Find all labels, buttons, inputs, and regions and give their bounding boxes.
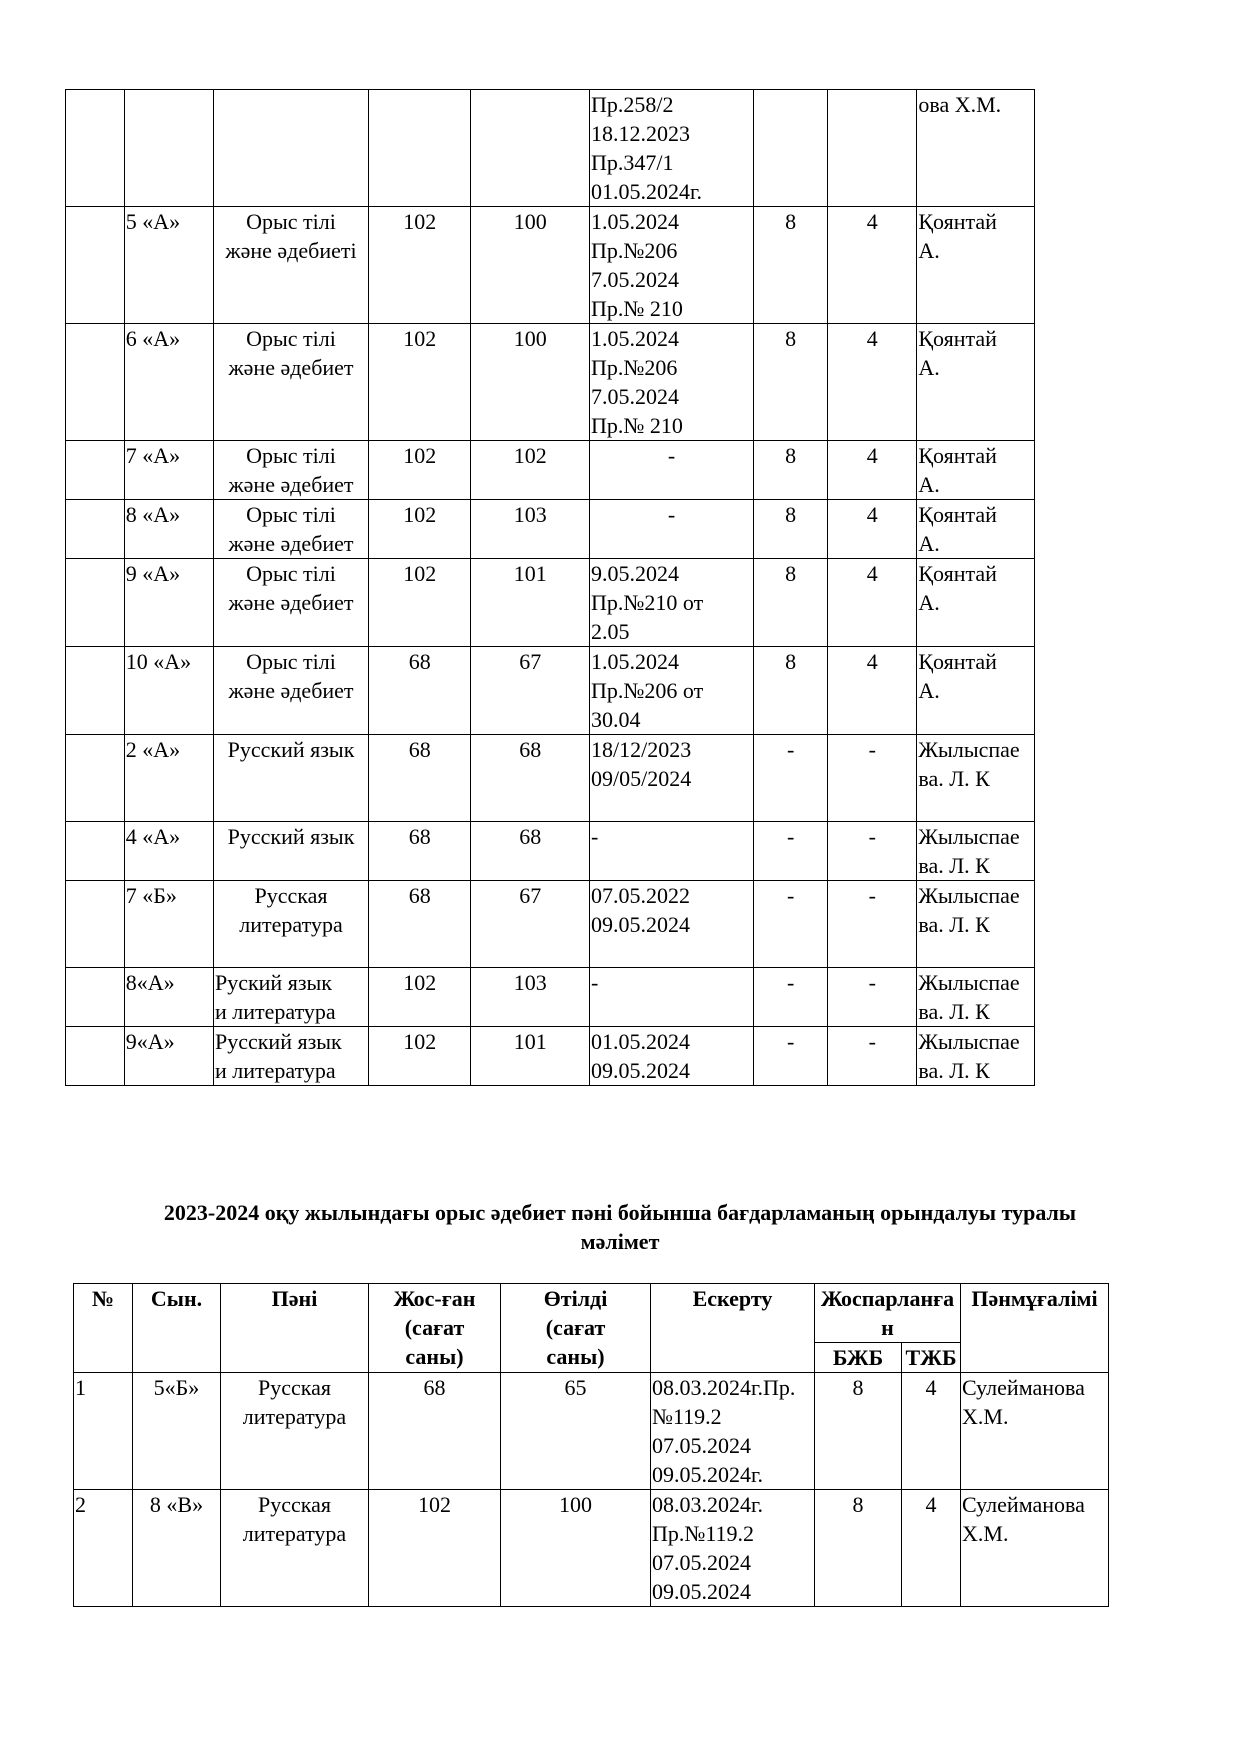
tjb-cell: 4 <box>902 1490 961 1607</box>
bjb-cell: 8 <box>754 441 828 500</box>
header-subject: Пәні <box>221 1284 369 1373</box>
table-row <box>66 1027 1035 1086</box>
teacher-cell: Жылыспае ва. Л. К <box>917 968 1035 1027</box>
bjb-cell: - <box>754 1027 828 1086</box>
bjb-cell: 8 <box>754 324 828 441</box>
tjb-cell: 4 <box>828 500 917 559</box>
row-number <box>66 559 125 647</box>
planned-hours-cell: 68 <box>369 647 471 735</box>
class-cell: 5 «А» <box>124 207 213 324</box>
table-row <box>66 324 1035 441</box>
header-note: Ескерту <box>651 1284 815 1373</box>
note-cell: - <box>589 968 753 1027</box>
table-row <box>66 441 1035 500</box>
bjb-cell: 8 <box>754 207 828 324</box>
section-title: 2023-2024 оқу жылындағы орыс әдебиет пәні бойынша бағдарламаның орындалуы туралы мәлімет <box>163 1200 1077 1254</box>
table-row <box>66 968 1035 1027</box>
bjb-cell: 8 <box>815 1373 902 1490</box>
row-number: 1 <box>74 1373 133 1490</box>
row-number <box>66 881 125 968</box>
row-number <box>66 647 125 735</box>
row-number <box>66 90 125 207</box>
row-number: 2 <box>74 1490 133 1607</box>
done-hours-cell: 102 <box>471 441 590 500</box>
table-row <box>66 207 1035 324</box>
bjb-cell: 8 <box>754 500 828 559</box>
planned-hours-cell: 102 <box>369 500 471 559</box>
planned-hours-cell: 102 <box>369 441 471 500</box>
bjb-cell: 8 <box>815 1490 902 1607</box>
table-row <box>66 90 1035 207</box>
row-number <box>66 207 125 324</box>
class-cell: 7 «А» <box>124 441 213 500</box>
done-hours-cell: 101 <box>471 1027 590 1086</box>
table-row <box>74 1490 1109 1607</box>
teacher-cell: Қоянтай А. <box>917 647 1035 735</box>
bjb-cell: - <box>754 881 828 968</box>
table-row <box>66 647 1035 735</box>
table-row <box>66 559 1035 647</box>
done-hours-cell <box>471 90 590 207</box>
tjb-cell: 4 <box>828 324 917 441</box>
subject-cell: Русская литература <box>213 881 368 968</box>
program-fulfillment-table <box>73 1283 1109 1607</box>
planned-hours-cell: 68 <box>369 822 471 881</box>
class-cell: 4 «А» <box>124 822 213 881</box>
bjb-cell: 8 <box>754 647 828 735</box>
tjb-cell: 4 <box>828 441 917 500</box>
tjb-cell: 4 <box>828 207 917 324</box>
table-row <box>66 881 1035 968</box>
done-hours-cell: 101 <box>471 559 590 647</box>
done-hours-cell: 100 <box>471 324 590 441</box>
teacher-cell: Қоянтай А. <box>917 324 1035 441</box>
note-cell: - <box>589 441 753 500</box>
teacher-cell: Жылыспае ва. Л. К <box>917 1027 1035 1086</box>
teacher-cell: Жылыспае ва. Л. К <box>917 881 1035 968</box>
note-cell: 07.05.2022 09.05.2024 <box>589 881 753 968</box>
note-cell: 1.05.2024 Пр.№206 7.05.2024 Пр.№ 210 <box>589 207 753 324</box>
tjb-cell: - <box>828 822 917 881</box>
tjb-cell: - <box>828 735 917 822</box>
subject-cell: Русская литература <box>221 1373 369 1490</box>
table-row <box>66 500 1035 559</box>
header-tjb: ТЖБ <box>902 1343 961 1373</box>
teacher-cell: Сулейманова Х.М. <box>961 1490 1109 1607</box>
continuation-table <box>65 89 1035 1086</box>
header-class: Сын. <box>133 1284 221 1373</box>
header-planned-hours: Жос-ған (сағат саны) <box>369 1284 501 1373</box>
class-cell: 8 «А» <box>124 500 213 559</box>
row-number <box>66 500 125 559</box>
planned-hours-cell: 102 <box>369 1027 471 1086</box>
class-cell: 9«А» <box>124 1027 213 1086</box>
subject-cell: Русский язык <box>213 822 368 881</box>
subject-cell: Руский язык и литература <box>213 968 368 1027</box>
header-planned-group: Жоспарланған <box>815 1284 961 1343</box>
tjb-cell: 4 <box>828 559 917 647</box>
subject-cell: Орыс тілі және әдебиет <box>213 324 368 441</box>
note-cell: 18/12/2023 09/05/2024 <box>589 735 753 822</box>
row-number <box>66 441 125 500</box>
subject-cell: Орыс тілі және әдебиет <box>213 559 368 647</box>
tjb-cell: 4 <box>902 1373 961 1490</box>
header-teacher: Пәнмұғалімі <box>961 1284 1109 1373</box>
class-cell: 8«А» <box>124 968 213 1027</box>
done-hours-cell: 67 <box>471 647 590 735</box>
tjb-cell: - <box>828 881 917 968</box>
header-done-hours: Өтілді (сағат саны) <box>501 1284 651 1373</box>
done-hours-cell: 100 <box>501 1490 651 1607</box>
teacher-cell: Қоянтай А. <box>917 441 1035 500</box>
note-cell: 9.05.2024 Пр.№210 от 2.05 <box>589 559 753 647</box>
bjb-cell: - <box>754 968 828 1027</box>
class-cell: 8 «В» <box>133 1490 221 1607</box>
class-cell <box>124 90 213 207</box>
class-cell: 10 «А» <box>124 647 213 735</box>
row-number <box>66 324 125 441</box>
header-row <box>74 1284 1109 1343</box>
class-cell: 9 «А» <box>124 559 213 647</box>
row-number <box>66 968 125 1027</box>
subject-cell: Орыс тілі және әдебиеті <box>213 207 368 324</box>
planned-hours-cell: 102 <box>369 1490 501 1607</box>
subject-cell: Русский язык <box>213 735 368 822</box>
header-bjb: БЖБ <box>815 1343 902 1373</box>
note-cell: 1.05.2024 Пр.№206 от 30.04 <box>589 647 753 735</box>
subject-cell <box>213 90 368 207</box>
teacher-cell: Жылыспае ва. Л. К <box>917 822 1035 881</box>
teacher-cell: Сулейманова Х.М. <box>961 1373 1109 1490</box>
planned-hours-cell: 68 <box>369 881 471 968</box>
done-hours-cell: 67 <box>471 881 590 968</box>
table-row <box>66 735 1035 822</box>
bjb-cell: - <box>754 735 828 822</box>
note-cell: 08.03.2024г. Пр.№119.2 07.05.2024 09.05.2024 <box>651 1490 815 1607</box>
subject-cell: Орыс тілі және әдебиет <box>213 441 368 500</box>
subject-cell: Русская литература <box>221 1490 369 1607</box>
subject-cell: Орыс тілі және әдебиет <box>213 500 368 559</box>
class-cell: 7 «Б» <box>124 881 213 968</box>
done-hours-cell: 68 <box>471 735 590 822</box>
tjb-cell: - <box>828 968 917 1027</box>
teacher-cell: Қоянтай А. <box>917 500 1035 559</box>
planned-hours-cell: 102 <box>369 559 471 647</box>
table-row <box>74 1373 1109 1490</box>
note-cell: 01.05.2024 09.05.2024 <box>589 1027 753 1086</box>
teacher-cell: Жылыспае ва. Л. К <box>917 735 1035 822</box>
bjb-cell <box>754 90 828 207</box>
note-cell: - <box>589 822 753 881</box>
subject-cell: Русский язык и литература <box>213 1027 368 1086</box>
row-number <box>66 735 125 822</box>
note-cell: Пр.258/2 18.12.2023 Пр.347/1 01.05.2024г. <box>589 90 753 207</box>
row-number <box>66 822 125 881</box>
tjb-cell: 4 <box>828 647 917 735</box>
done-hours-cell: 103 <box>471 968 590 1027</box>
note-cell: - <box>589 500 753 559</box>
done-hours-cell: 103 <box>471 500 590 559</box>
header-number: № <box>74 1284 133 1373</box>
done-hours-cell: 68 <box>471 822 590 881</box>
class-cell: 6 «А» <box>124 324 213 441</box>
planned-hours-cell: 68 <box>369 1373 501 1490</box>
planned-hours-cell: 102 <box>369 968 471 1027</box>
tjb-cell: - <box>828 1027 917 1086</box>
note-cell: 1.05.2024 Пр.№206 7.05.2024 Пр.№ 210 <box>589 324 753 441</box>
class-cell: 2 «А» <box>124 735 213 822</box>
done-hours-cell: 100 <box>471 207 590 324</box>
planned-hours-cell: 68 <box>369 735 471 822</box>
teacher-cell: Қоянтай А. <box>917 559 1035 647</box>
planned-hours-cell <box>369 90 471 207</box>
table-row <box>66 822 1035 881</box>
planned-hours-cell: 102 <box>369 207 471 324</box>
subject-cell: Орыс тілі және әдебиет <box>213 647 368 735</box>
teacher-cell: Қоянтай А. <box>917 207 1035 324</box>
tjb-cell <box>828 90 917 207</box>
done-hours-cell: 65 <box>501 1373 651 1490</box>
row-number <box>66 1027 125 1086</box>
planned-hours-cell: 102 <box>369 324 471 441</box>
note-cell: 08.03.2024г.Пр.№119.2 07.05.2024 09.05.2024г. <box>651 1373 815 1490</box>
teacher-cell: ова Х.М. <box>917 90 1035 207</box>
bjb-cell: 8 <box>754 559 828 647</box>
bjb-cell: - <box>754 822 828 881</box>
class-cell: 5«Б» <box>133 1373 221 1490</box>
